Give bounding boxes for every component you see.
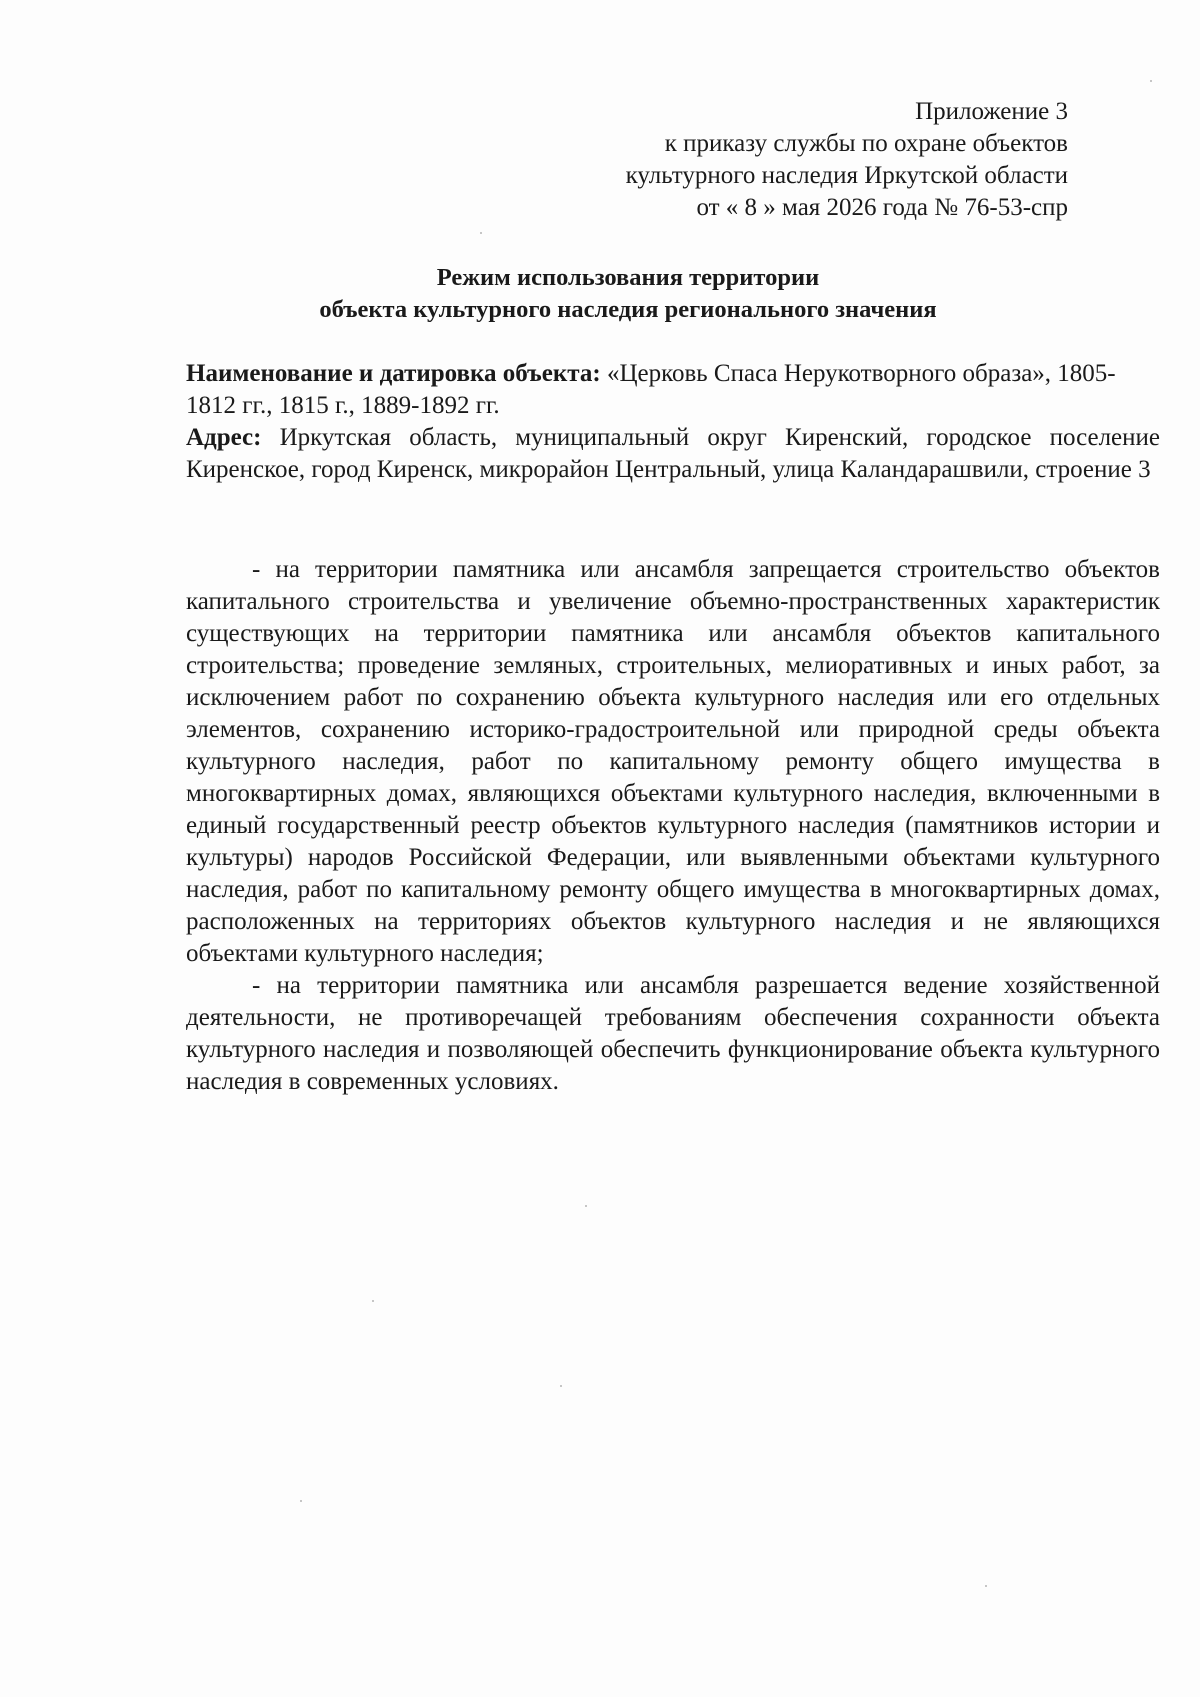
scan-speck: [480, 232, 482, 234]
scan-speck: [560, 1385, 562, 1387]
address-block: [186, 422, 1160, 486]
scan-speck: [372, 1300, 374, 1302]
scan-speck: [300, 1500, 302, 1502]
permission-paragraph: - на территории памятника или ансамбля разрешается ведение хозяйственной деятельности, не противоречащей требованиям обеспечения сохранности объекта культурного наследия и позволяющей обеспечить функционирование объекта культурного наследия в современных условиях.: [186, 972, 1160, 1095]
regime-paragraphs: [186, 554, 1160, 1098]
address-value: Иркутская область, муниципальный округ Киренский, городское поселение Киренское, город Киренск, микрорайон Центральный, улица Каландарашвили, строение 3: [186, 424, 1161, 483]
title-line-1: Режим использования территории: [436, 264, 820, 291]
issuing-authority: культурного наследия Иркутской области: [625, 162, 1068, 189]
object-name-value: «Церковь Спаса Нерукотворного образа», 1805-1812 гг., 1815 г., 1889-1892 гг.: [186, 360, 1116, 419]
object-name-block: [186, 358, 1160, 422]
order-reference: к приказу службы по охране объектов: [664, 130, 1068, 157]
document-title: [186, 262, 1070, 326]
scan-speck: [985, 1585, 987, 1587]
object-name-label: Наименование и датировка объекта:: [186, 360, 601, 387]
scan-speck: [585, 1205, 587, 1207]
title-line-2: объекта культурного наследия регионального значения: [319, 296, 937, 323]
scan-speck: [1150, 80, 1152, 82]
order-date-number: от « 8 » мая 2026 года № 76-53-спр: [696, 194, 1068, 221]
address-label: Адрес:: [186, 424, 262, 451]
appendix-number: Приложение 3: [915, 98, 1068, 125]
appendix-header: [626, 96, 1068, 224]
prohibition-paragraph: - на территории памятника или ансамбля запрещается строительство объектов капитального строительства и увеличение объемно-пространственных характеристик существующих на территории памятника или ансамбля объектов капитального строительства; проведение земляных, строительных, мелиоративных и иных работ, за исключением работ по сохранению объекта культурного наследия или его отдельных элементов, сохранению историко-градостроительной или природной среды объекта культурного наследия, работ по капитальному ремонту общего имущества в многоквартирных домах, являющихся объектами культурного наследия, включенными в единый государственный реестр объектов культурного наследия (памятников истории и культуры) народов Российской Федерации, или выявленными объектами культурного наследия, работ по капитальному ремонту общего имущества в многоквартирных домах, расположенных на территориях объектов культурного наследия и не являющихся объектами культурного наследия;: [186, 556, 1160, 967]
